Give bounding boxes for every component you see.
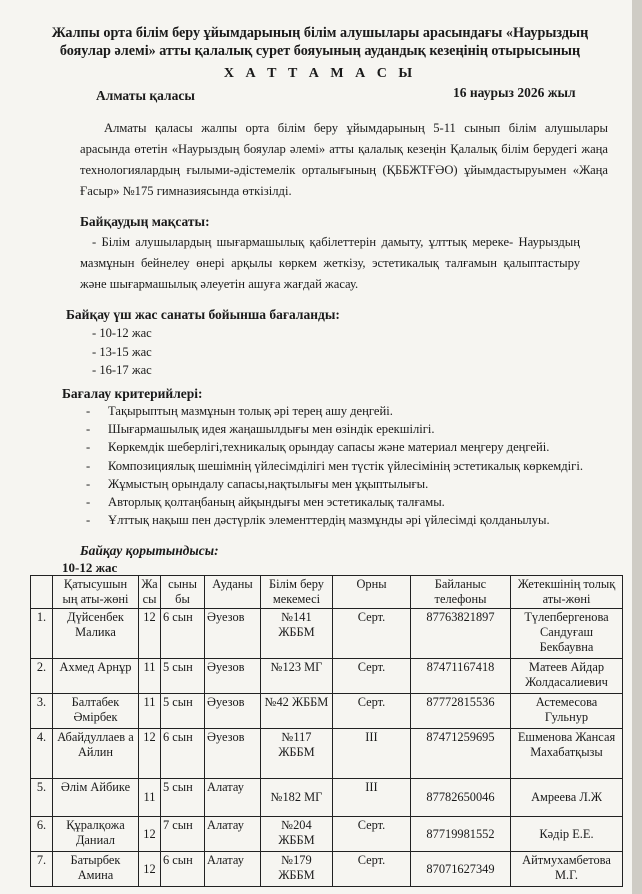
row-number: 2. <box>31 659 53 694</box>
district: Алатау <box>205 852 261 887</box>
table-header-cell <box>31 576 53 609</box>
age-group: - 13-15 жас <box>92 344 152 359</box>
school: №182 МГ <box>261 779 333 817</box>
phone: 87471259695 <box>411 729 511 779</box>
table-header-row <box>31 576 623 609</box>
table-row <box>31 779 623 817</box>
criteria-item: - Ұлттық нақыш пен дәстүрлік элементтердің мазмұнды әрі үйлесімді қолданылуы. <box>86 513 550 528</box>
grade: 6 сын <box>161 852 205 887</box>
table-header-cell: Байланыс телефоны <box>411 576 511 609</box>
place: Серт. <box>333 659 411 694</box>
table-header-cell: сыны бы <box>161 576 205 609</box>
supervisor: Түлепбергенова Сандуғаш Бекбаувна <box>511 609 623 659</box>
district: Алатау <box>205 817 261 852</box>
table-group-label: 10-12 жас <box>62 560 118 575</box>
row-number: 3. <box>31 694 53 729</box>
phone: 87772815536 <box>411 694 511 729</box>
criteria-item: - Жұмыстың орындалу сапасы,нақтылығы мен ұқыптылығы. <box>86 476 429 491</box>
table-header-cell: Жа сы <box>139 576 161 609</box>
district: Әуезов <box>205 694 261 729</box>
goal-paragraph: - Білім алушылардың шығармашылық қабілеттерін дамыту, ұлттық мереке- Наурыздың мазмұнын бейнелеу өнері арқылы көркем жеткізу, эстетикалық талғамын қалыптастыру және шығармашылық әлеуетін ашуға жағдай жасау. <box>80 235 580 291</box>
row-number: 6. <box>31 817 53 852</box>
table-row <box>31 852 623 887</box>
table-header-cell: Білім беру мекемесі <box>261 576 333 609</box>
grade: 6 сын <box>161 729 205 779</box>
phone: 87782650046 <box>411 779 511 817</box>
criteria-item: - Авторлық қолтаңбаның айқындығы мен эстетикалық талғамы. <box>86 495 445 510</box>
place: Серт. <box>333 852 411 887</box>
results-heading: Байқау қорытындысы: <box>80 543 219 558</box>
supervisor: Ешменова Жансая Махабатқызы <box>511 729 623 779</box>
table-row <box>31 729 623 779</box>
row-number: 5. <box>31 779 53 817</box>
phone: 87719981552 <box>411 817 511 852</box>
grade: 5 сын <box>161 659 205 694</box>
supervisor: Матеев Айдар Жолдасалиевич <box>511 659 623 694</box>
grade: 5 сын <box>161 694 205 729</box>
supervisor: Айтмухамбетова М.Г. <box>511 852 623 887</box>
document-title: Жалпы орта білім беру ұйымдарының білім алушылары арасындағы «Наурыздың бояулар әлемі» атты қалалық сурет бояуының аудандық кезеңінің отырысының <box>51 25 589 59</box>
grade: 7 сын <box>161 817 205 852</box>
table-row <box>31 609 623 659</box>
page-edge <box>632 0 642 894</box>
place: Серт. <box>333 817 411 852</box>
district: Әуезов <box>205 729 261 779</box>
age: 11 <box>139 779 161 817</box>
intro-paragraph: Алматы қаласы жалпы орта білім беру ұйымдарының 5-11 сынып білім алушылары арасында өтетін «Наурыздың бояулар әлемі» атты қалалық кезеңін Қалалық білім берудегі жаңа технологиялардың ғылыми-әдістемелік орталығының (ҚББЖТҒӘО) ұйымдастыруымен «Жаңа Ғасыр» №175 гимназиясында өткізілді. <box>80 121 608 198</box>
phone: 87763821897 <box>411 609 511 659</box>
city: Алматы қаласы <box>96 88 195 103</box>
row-number: 4. <box>31 729 53 779</box>
document-type: Х А Т Т А М А С Ы <box>223 66 417 81</box>
age: 12 <box>139 609 161 659</box>
place: Серт. <box>333 694 411 729</box>
age-group: - 16-17 жас <box>92 363 152 377</box>
age: 12 <box>139 729 161 779</box>
table-header-cell: Ауданы <box>205 576 261 609</box>
table-row <box>31 694 623 729</box>
participant-name: Дүйсенбек Малика <box>53 609 139 659</box>
school: №141 ЖББМ <box>261 609 333 659</box>
supervisor: Астемесова Гульнур <box>511 694 623 729</box>
age: 12 <box>139 852 161 887</box>
district: Әуезов <box>205 659 261 694</box>
school: №42 ЖББМ <box>261 694 333 729</box>
participant-name: Абайдуллаев а Айлин <box>53 729 139 779</box>
participant-name: Батырбек Амина <box>53 852 139 887</box>
school: №117 ЖББМ <box>261 729 333 779</box>
table-row <box>31 817 623 852</box>
participant-name: Балтабек Әмірбек <box>53 694 139 729</box>
criteria-heading: Бағалау критерийлері: <box>62 386 203 401</box>
grade: 6 сын <box>161 609 205 659</box>
participant-name: Әлім Айбике <box>53 779 139 817</box>
grade: 5 сын <box>161 779 205 817</box>
school: №204 ЖББМ <box>261 817 333 852</box>
phone: 87071627349 <box>411 852 511 887</box>
age: 11 <box>139 659 161 694</box>
table-header-cell: Орны <box>333 576 411 609</box>
supervisor: Амреева Л.Ж <box>511 779 623 817</box>
criteria-item: - Композициялық шешімнің үйлесімділігі мен түстік үйлесімінің эстетикалық көркемдігі. <box>86 458 583 473</box>
results-table <box>30 575 623 887</box>
age: 12 <box>139 817 161 852</box>
age: 11 <box>139 694 161 729</box>
age-group: - 10-12 жас <box>92 326 152 340</box>
criteria-item: - Тақырыптың мазмұнын толық әрі терең ашу деңгейі. <box>86 404 393 418</box>
goal-heading: Байқаудың мақсаты: <box>80 214 210 229</box>
participant-name: Ахмед Арнұр <box>53 659 139 694</box>
place: ІІІ <box>333 779 411 817</box>
table-header-cell: Жетекшінің толық аты-жөні <box>511 576 623 609</box>
criteria-item: - Көркемдік шеберлігі,техникалық орындау сапасы және материал меңгеру деңгейі. <box>86 440 550 455</box>
criteria-item: - Шығармашылық идея жаңашылдығы мен өзіндік ерекшілігі. <box>86 422 435 437</box>
supervisor: Кәдір Е.Е. <box>511 817 623 852</box>
date: 16 наурыз 2026 жыл <box>453 85 576 100</box>
place: Серт. <box>333 609 411 659</box>
criteria-list <box>86 402 583 529</box>
participant-name: Құралқожа Даниал <box>53 817 139 852</box>
row-number: 7. <box>31 852 53 887</box>
district: Әуезов <box>205 609 261 659</box>
place: ІІІ <box>333 729 411 779</box>
age-heading: Байқау үш жас санаты бойынша бағаланды: <box>66 307 340 322</box>
phone: 87471167418 <box>411 659 511 694</box>
age-groups-list <box>92 324 152 380</box>
school: №123 МГ <box>261 659 333 694</box>
district: Алатау <box>205 779 261 817</box>
row-number: 1. <box>31 609 53 659</box>
table-header-cell: Қатысушын ың аты-жөні <box>53 576 139 609</box>
table-row <box>31 659 623 694</box>
school: №179 ЖББМ <box>261 852 333 887</box>
